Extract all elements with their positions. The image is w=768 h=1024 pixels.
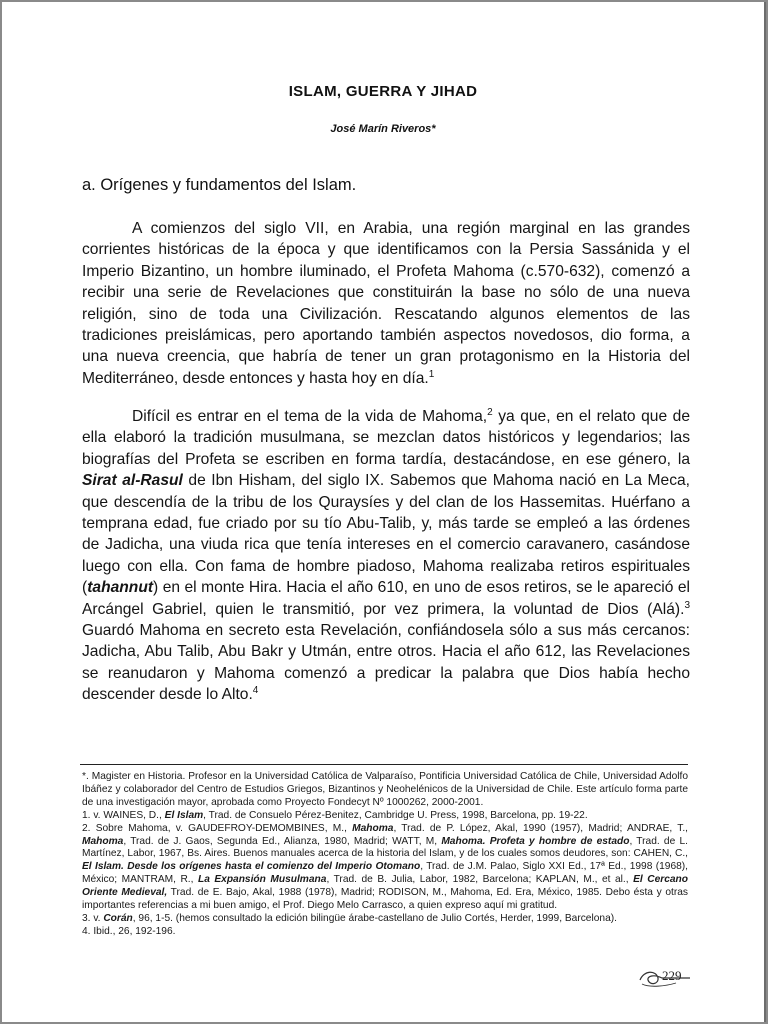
page-number bbox=[636, 964, 692, 990]
footnote-2-text-f: , Trad. de B. Julia, Labor, 1982, Barcelona; KAPLAN, M., et al., bbox=[326, 874, 634, 886]
footnote-1-text: 1. v. WAINES, D., bbox=[82, 809, 165, 821]
footnote-2-text-a: 2. Sobre Mahoma, v. GAUDEFROY-DEMOMBINES, M., bbox=[82, 822, 353, 834]
footnote-2-text-b: , Trad. de P. López, Akal, 1990 (1957), Madrid; ANDRAE, T., bbox=[393, 822, 688, 834]
footnote-2-work-e: La Expansión Musulmana bbox=[197, 874, 327, 886]
footnote-2-text-c: , Trad. de J. Gaos, Segunda Ed., Alianza, 1980, Madrid; WATT, M, bbox=[123, 835, 442, 847]
article-title: ISLAM, GUERRA Y JIHAD bbox=[288, 83, 478, 100]
author-name: José Marín Riveros* bbox=[330, 123, 436, 135]
footnote-3-text-a: 3. v. bbox=[82, 912, 104, 924]
footnote-ref-4: 4 bbox=[252, 685, 259, 697]
paragraph-2-text-b: ya que, en el relato que de ella elaboró la tradición musulmana, se mezclan datos históricos y legendarios; las biografías del Profeta se escriben en forma tardía, destacándose, en ese género, la bbox=[82, 408, 691, 468]
footnote-2-text-e: , Trad. de J.M. Palao, Siglo XXI Ed., 17ª Ed., 1998 (1968), México; MANTRAM, R., bbox=[82, 861, 689, 886]
footnote-ref-3: 3 bbox=[684, 599, 690, 611]
footnote-star: *. Magister en Historia. Profesor en la Universidad Católica de Valparaíso, Pontificia Universidad Católica de Chile, Universidad Adolfo Ibáñez y colaborador del Centro de Estudios Griegos, Bizantinos y Neohelénicos de la Universidad de Chile. Este artículo forma parte de una investigación mayor, aprobada como Proyecto Fondecyt Nº 1000262, 2000-2001. bbox=[82, 771, 688, 808]
footnote-2-text-g: Trad. de E. Bajo, Akal, 1988 (1978), Madrid; RODISON, M., Mahoma, Ed. Era, México, 1985. Debo ésta y otras importantes referencias a mi buen amigo, el Prof. Diego Melo Carrasco, a quien expreso aquí mi gratitud. bbox=[82, 887, 688, 912]
footnote-3-work: Corán bbox=[103, 912, 133, 924]
footnote-2-text-d: , Trad. de L. Martínez, Labor, 1967, Bs. Aires. Buenos manuales acerca de la historia del Islam, y de los cuales somos deudores, son: CAHEN, C., bbox=[82, 835, 688, 860]
footnotes bbox=[82, 771, 688, 939]
footnote-2-work-c: Mahoma. Profeta y hombre de estado bbox=[441, 835, 630, 847]
footnote-1-work: El Islam bbox=[164, 809, 204, 821]
page-number-text: 229 bbox=[662, 968, 682, 983]
tahannut-term: tahannut bbox=[87, 579, 154, 597]
footnote-3 bbox=[82, 913, 688, 926]
footnote-2-work-b: Mahoma bbox=[82, 835, 124, 847]
paragraph-2-text-c: de Ibn Hisham, del siglo IX. Sabemos que Mahoma nació en La Meca, que descendía de la tribu de los Quraysíes y del clan de los Hassemitas. Huérfano a temprana edad, fue criado por su tío Abu-Talib, y, más tarde se empleó a las órdenes de Jadicha, una viuda rica que tenía intereses en el comercio caravanero, casándose luego con ella. Con fama de hombre piadoso, Mahoma realizaba retiros espirituales ( bbox=[82, 472, 690, 597]
footnote-1-text-b: , Trad. de Consuelo Pérez-Benitez, Cambridge U. Press, 1998, Barcelona, pp. 19-22. bbox=[203, 809, 588, 821]
footnote-4: 4. Ibid., 26, 192-196. bbox=[82, 925, 176, 937]
section-heading: a. Orígenes y fundamentos del Islam. bbox=[82, 176, 357, 194]
footnote-divider bbox=[80, 764, 688, 765]
paragraph-1-text: A comienzos del siglo VII, en Arabia, una región marginal en las grandes corrientes históricas de la época y que identificamos con la Persia Sassánida y el Imperio Bizantino, un hombre iluminado, el Profeta Mahoma (c.570-632), comenzó a recibir una serie de Revelaciones que constituirán la base no sólo de una nueva religión, sino de toda una Civilización. Rescatando algunos elementos de las tradiciones preislámicas, pero aportando también aspectos novedosos, dio forma, a una nueva creencia, que habría de tener un gran protagonismo en la Historia del Mediterráneo, desde entonces y hasta hoy en día. bbox=[82, 220, 690, 387]
footnote-ref-2: 2 bbox=[487, 407, 493, 418]
paragraph-2-text-d: ) en el monte Hira. Hacia el año 610, en uno de esos retiros, se le apareció el Arcángel Gabriel, quien le transmitió, por vez primera, la voluntad de Dios (Alá). bbox=[82, 579, 690, 618]
footnote-2-work-d: El Islam. Desde los orígenes hasta el comienzo del Imperio Otomano bbox=[82, 861, 421, 873]
body-paragraph-1 bbox=[82, 218, 690, 389]
footnote-ref-1: 1 bbox=[428, 368, 435, 380]
paragraph-2-text-a: Difícil es entrar en el tema de la vida de Mahoma, bbox=[132, 408, 488, 425]
footnote-3-text-b: , 96, 1-5. (hemos consultado la edición bilingüe árabe-castellano de Julio Cortés, Herder, 1999, Barcelona). bbox=[132, 912, 617, 924]
body-paragraph-2 bbox=[82, 406, 690, 706]
document-page bbox=[2, 2, 766, 1022]
paragraph-2-text-e: Guardó Mahoma en secreto esta Revelación, confiándosela sólo a sus más cercanos: Jadicha, Abu Talib, Abu Bakr y Utmán, entre otros. Hacia el año 612, las Revelaciones se reanudaron y Mahoma comenzó a predicar la palabra que Dios había hecho descender desde lo Alto. bbox=[82, 622, 690, 704]
sirat-al-rasul-title: Sirat al-Rasul bbox=[82, 472, 183, 490]
footnote-2-work-f: El Cercano Oriente Medieval, bbox=[82, 874, 688, 899]
footnote-2-work-a: Mahoma bbox=[352, 822, 394, 834]
footnote-1 bbox=[82, 810, 688, 823]
footnote-2 bbox=[82, 823, 688, 913]
